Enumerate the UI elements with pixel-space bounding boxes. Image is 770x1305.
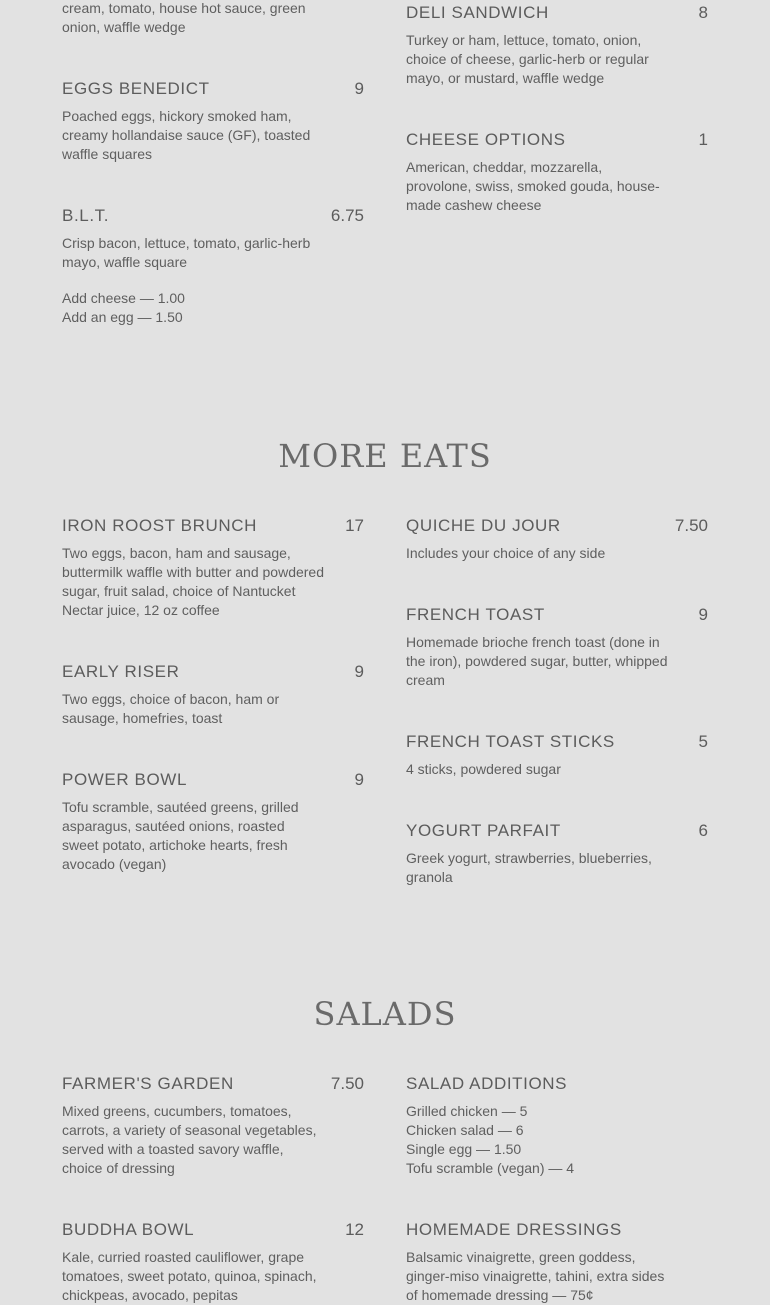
menu-item-homemade-dressings [406,1220,708,1305]
item-description: Two eggs, choice of bacon, ham or sausage, homefries, toast [62,691,280,726]
item-name: EARLY RISER [62,662,180,681]
option-line: Chicken salad — 6 [406,1122,524,1138]
item-name: IRON ROOST BRUNCH [62,516,258,535]
extra-line: Add cheese — 1.00 [62,290,185,306]
menu-item-quiche-du-jour [406,516,708,563]
item-price: 7.50 [674,516,708,535]
item-description: Greek yogurt, strawberries, blueberries, granola [406,850,652,885]
item-name: EGGS BENEDICT [62,79,210,98]
item-price: 7.50 [330,1074,364,1093]
item-price: 5 [698,732,708,751]
item-price: 6.75 [330,206,364,225]
item-name: QUICHE DU JOUR [406,516,561,535]
item-description: Poached eggs, hickory smoked ham, creamy hollandaise sauce (GF), toasted waffle squares [62,108,311,162]
section-title-more-eats: MORE EATS [278,437,492,475]
item-name: B.L.T. [62,206,110,225]
item-name: FRENCH TOAST [406,605,545,624]
item-description: Crisp bacon, lettuce, tomato, garlic-herb mayo, waffle square [62,235,311,270]
menu-item-iron-roost-brunch [62,516,364,620]
menu-item-buddha-bowl [62,1220,364,1305]
item-price: 1 [698,130,708,149]
item-options-list [406,1102,708,1178]
item-description: Balsamic vinaigrette, green goddess, ginger-miso vinaigrette, tahini, extra sides of homemade dressing — 75¢ [406,1249,665,1303]
item-name: FARMER'S GARDEN [62,1074,234,1093]
item-price: 12 [345,1220,364,1239]
item-description-fragment: cream, tomato, house hot sauce, green onion, waffle wedge [62,0,306,35]
item-name: BUDDHA BOWL [62,1220,195,1239]
menu-item-cheese-options [406,130,708,215]
menu-item-power-bowl [62,770,364,874]
option-line: Tofu scramble (vegan) — 4 [406,1160,575,1176]
item-extras [62,289,364,327]
item-description: Mixed greens, cucumbers, tomatoes, carrots, a variety of seasonal vegetables, served with a toasted savory waffle, choice of dressing [62,1103,317,1176]
item-description: Includes your choice of any side [406,545,606,561]
item-description: Turkey or ham, lettuce, tomato, onion, choice of cheese, garlic-herb or regular mayo, or mustard, waffle wedge [406,32,649,86]
menu-item-deli-sandwich [406,3,708,88]
item-description: 4 sticks, powdered sugar [406,761,561,777]
item-description: Two eggs, bacon, ham and sausage, buttermilk waffle with butter and powdered sugar, fruit salad, choice of Nantucket Nectar juice, 12 oz coffee [62,545,324,618]
item-price: 9 [354,79,364,98]
item-description: Homemade brioche french toast (done in the iron), powdered sugar, butter, whipped cream [406,634,668,688]
item-price: 8 [698,3,708,22]
item-description: American, cheddar, mozzarella, provolone, swiss, smoked gouda, house-made cashew cheese [406,159,660,213]
item-price: 17 [345,516,364,535]
menu-item-french-toast-sticks [406,732,708,779]
menu-item-blt [62,206,364,327]
section-title-salads: SALADS [313,995,457,1033]
item-price: 9 [354,770,364,789]
item-price: 6 [698,821,708,840]
item-name: DELI SANDWICH [406,3,549,22]
item-description: Kale, curried roasted cauliflower, grape tomatoes, sweet potato, quinoa, spinach, chickpeas, avocado, pepitas [62,1249,317,1303]
menu-item-salad-additions [406,1074,708,1178]
menu-item-eggs-benedict [62,79,364,164]
menu-item-french-toast [406,605,708,690]
item-name: SALAD ADDITIONS [406,1074,568,1093]
menu-item-early-riser [62,662,364,728]
option-line: Single egg — 1.50 [406,1141,522,1157]
item-price: 9 [698,605,708,624]
item-name: CHEESE OPTIONS [406,130,566,149]
option-line: Grilled chicken — 5 [406,1103,528,1119]
menu-item-yogurt-parfait [406,821,708,887]
menu-item-farmers-garden [62,1074,364,1178]
item-name: POWER BOWL [62,770,188,789]
item-name: YOGURT PARFAIT [406,821,561,840]
item-name: FRENCH TOAST STICKS [406,732,615,751]
item-description: Tofu scramble, sautéed greens, grilled asparagus, sautéed onions, roasted sweet potato, artichoke hearts, fresh avocado (vegan) [62,799,299,872]
item-name: HOMEMADE DRESSINGS [406,1220,622,1239]
item-price: 9 [354,662,364,681]
extra-line: Add an egg — 1.50 [62,309,183,325]
